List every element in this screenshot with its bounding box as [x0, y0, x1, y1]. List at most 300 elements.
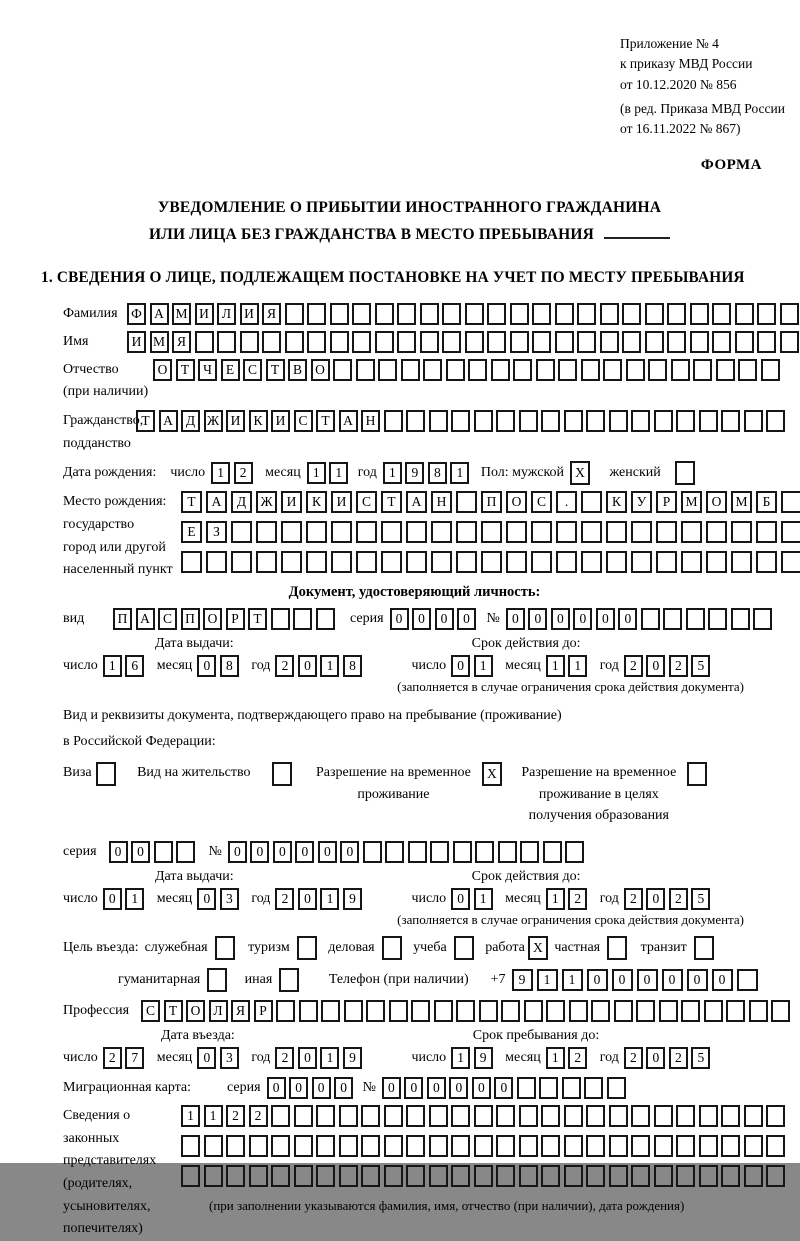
char-box[interactable]	[429, 1165, 448, 1187]
char-box[interactable]	[586, 1135, 605, 1157]
char-box[interactable]	[600, 303, 619, 325]
char-box[interactable]	[434, 1000, 453, 1022]
char-box[interactable]	[539, 1077, 558, 1099]
char-box[interactable]	[744, 1135, 763, 1157]
char-box[interactable]	[299, 1000, 318, 1022]
char-box[interactable]: И	[127, 331, 146, 353]
char-box[interactable]: 2	[568, 888, 587, 910]
char-box[interactable]	[496, 1165, 515, 1187]
checkbox[interactable]	[382, 936, 402, 960]
char-box[interactable]: М	[172, 303, 191, 325]
char-box[interactable]	[262, 331, 281, 353]
char-box[interactable]: 0	[551, 608, 570, 630]
char-box[interactable]	[451, 1165, 470, 1187]
char-box[interactable]	[339, 1135, 358, 1157]
char-box[interactable]	[429, 410, 448, 432]
char-box[interactable]	[656, 521, 677, 543]
char-box[interactable]: 2	[103, 1047, 122, 1069]
char-box[interactable]	[431, 521, 452, 543]
char-box[interactable]	[581, 551, 602, 573]
char-box[interactable]	[330, 331, 349, 353]
char-box[interactable]	[321, 1000, 340, 1022]
char-box[interactable]: С	[141, 1000, 160, 1022]
char-box[interactable]	[429, 1105, 448, 1127]
char-box[interactable]	[487, 303, 506, 325]
char-box[interactable]	[756, 521, 777, 543]
char-box[interactable]	[686, 608, 705, 630]
char-box[interactable]	[406, 551, 427, 573]
char-box[interactable]: Д	[231, 491, 252, 513]
char-box[interactable]	[206, 551, 227, 573]
char-box[interactable]: 0	[298, 1047, 317, 1069]
char-box[interactable]: 1	[211, 462, 230, 484]
char-box[interactable]	[411, 1000, 430, 1022]
char-box[interactable]: Р	[656, 491, 677, 513]
char-box[interactable]: 0	[103, 888, 122, 910]
char-box[interactable]: 0	[267, 1077, 286, 1099]
char-box[interactable]: 9	[343, 1047, 362, 1069]
char-box[interactable]	[446, 359, 465, 381]
char-box[interactable]	[294, 1105, 313, 1127]
char-box[interactable]	[479, 1000, 498, 1022]
char-box[interactable]	[316, 608, 335, 630]
char-box[interactable]	[586, 1165, 605, 1187]
char-box[interactable]	[721, 1165, 740, 1187]
char-box[interactable]	[699, 1105, 718, 1127]
char-box[interactable]	[536, 359, 555, 381]
char-box[interactable]	[532, 303, 551, 325]
char-box[interactable]	[731, 521, 752, 543]
char-box[interactable]	[431, 551, 452, 573]
char-box[interactable]	[420, 303, 439, 325]
char-box[interactable]: 9	[343, 888, 362, 910]
char-box[interactable]: 0	[687, 969, 708, 991]
char-box[interactable]: Ф	[127, 303, 146, 325]
char-box[interactable]: Т	[316, 410, 335, 432]
char-box[interactable]	[331, 521, 352, 543]
char-box[interactable]: Р	[254, 1000, 273, 1022]
char-box[interactable]: К	[606, 491, 627, 513]
char-box[interactable]	[581, 521, 602, 543]
char-box[interactable]	[546, 1000, 565, 1022]
checkbox[interactable]	[207, 968, 227, 992]
char-box[interactable]	[361, 1105, 380, 1127]
char-box[interactable]	[645, 331, 664, 353]
char-box[interactable]	[181, 551, 202, 573]
char-box[interactable]	[217, 331, 236, 353]
char-box[interactable]: В	[288, 359, 307, 381]
char-box[interactable]	[256, 521, 277, 543]
checkbox[interactable]	[607, 936, 627, 960]
char-box[interactable]: 2	[249, 1105, 268, 1127]
char-box[interactable]	[690, 303, 709, 325]
char-box[interactable]	[226, 1165, 245, 1187]
char-box[interactable]	[681, 1000, 700, 1022]
char-box[interactable]: 1	[320, 1047, 339, 1069]
char-box[interactable]: М	[731, 491, 752, 513]
char-box[interactable]	[735, 331, 754, 353]
char-box[interactable]	[656, 551, 677, 573]
char-box[interactable]	[631, 1105, 650, 1127]
char-box[interactable]	[451, 1135, 470, 1157]
char-box[interactable]: И	[195, 303, 214, 325]
char-box[interactable]: Р	[226, 608, 245, 630]
char-box[interactable]	[181, 1165, 200, 1187]
char-box[interactable]	[384, 1135, 403, 1157]
char-box[interactable]: 1	[204, 1105, 223, 1127]
char-box[interactable]	[249, 1165, 268, 1187]
char-box[interactable]	[699, 1135, 718, 1157]
char-box[interactable]: 0	[646, 888, 665, 910]
char-box[interactable]	[375, 331, 394, 353]
char-box[interactable]	[513, 359, 532, 381]
char-box[interactable]: 1	[103, 655, 122, 677]
checkbox[interactable]: X	[482, 762, 502, 786]
char-box[interactable]	[442, 331, 461, 353]
char-box[interactable]	[726, 1000, 745, 1022]
char-box[interactable]	[757, 331, 776, 353]
char-box[interactable]	[716, 359, 735, 381]
char-box[interactable]	[524, 1000, 543, 1022]
char-box[interactable]	[693, 359, 712, 381]
char-box[interactable]	[481, 521, 502, 543]
char-box[interactable]: 2	[275, 655, 294, 677]
char-box[interactable]	[406, 1105, 425, 1127]
char-box[interactable]: 2	[624, 1047, 643, 1069]
char-box[interactable]	[294, 1135, 313, 1157]
char-box[interactable]: Т	[181, 491, 202, 513]
char-box[interactable]: 0	[250, 841, 269, 863]
char-box[interactable]	[780, 303, 799, 325]
char-box[interactable]	[356, 551, 377, 573]
char-box[interactable]: 1	[546, 1047, 565, 1069]
char-box[interactable]	[586, 1105, 605, 1127]
char-box[interactable]: 1	[568, 655, 587, 677]
char-box[interactable]	[397, 303, 416, 325]
char-box[interactable]	[541, 1135, 560, 1157]
char-box[interactable]	[636, 1000, 655, 1022]
char-box[interactable]	[456, 1000, 475, 1022]
char-box[interactable]	[498, 841, 517, 863]
char-box[interactable]	[316, 1135, 335, 1157]
char-box[interactable]: 0	[404, 1077, 423, 1099]
char-box[interactable]	[181, 1135, 200, 1157]
char-box[interactable]	[663, 608, 682, 630]
char-box[interactable]: Т	[381, 491, 402, 513]
char-box[interactable]	[699, 1165, 718, 1187]
char-box[interactable]: 2	[669, 888, 688, 910]
char-box[interactable]	[631, 1165, 650, 1187]
char-box[interactable]: Т	[248, 608, 267, 630]
char-box[interactable]	[607, 1077, 626, 1099]
char-box[interactable]: У	[631, 491, 652, 513]
char-box[interactable]	[609, 1105, 628, 1127]
char-box[interactable]	[676, 410, 695, 432]
char-box[interactable]	[558, 359, 577, 381]
char-box[interactable]	[456, 521, 477, 543]
char-box[interactable]: 1	[125, 888, 144, 910]
char-box[interactable]: 0	[528, 608, 547, 630]
char-box[interactable]	[555, 331, 574, 353]
char-box[interactable]	[406, 1135, 425, 1157]
char-box[interactable]: А	[206, 491, 227, 513]
char-box[interactable]: О	[203, 608, 222, 630]
char-box[interactable]	[384, 1105, 403, 1127]
char-box[interactable]: Л	[209, 1000, 228, 1022]
char-box[interactable]: Л	[217, 303, 236, 325]
char-box[interactable]: 8	[220, 655, 239, 677]
char-box[interactable]	[738, 359, 757, 381]
char-box[interactable]: С	[294, 410, 313, 432]
char-box[interactable]	[496, 1105, 515, 1127]
char-box[interactable]	[384, 1165, 403, 1187]
char-box[interactable]	[271, 1105, 290, 1127]
char-box[interactable]	[681, 551, 702, 573]
char-box[interactable]: 9	[512, 969, 533, 991]
char-box[interactable]: 2	[275, 888, 294, 910]
char-box[interactable]: 1	[474, 888, 493, 910]
checkbox[interactable]: X	[570, 461, 590, 485]
char-box[interactable]	[721, 410, 740, 432]
char-box[interactable]	[249, 1135, 268, 1157]
char-box[interactable]: 0	[298, 655, 317, 677]
char-box[interactable]	[430, 841, 449, 863]
char-box[interactable]	[344, 1000, 363, 1022]
char-box[interactable]	[356, 359, 375, 381]
char-box[interactable]	[339, 1165, 358, 1187]
char-box[interactable]: П	[181, 608, 200, 630]
char-box[interactable]: 0	[712, 969, 733, 991]
char-box[interactable]	[631, 551, 652, 573]
char-box[interactable]: 0	[197, 1047, 216, 1069]
char-box[interactable]: И	[281, 491, 302, 513]
char-box[interactable]	[487, 331, 506, 353]
char-box[interactable]: Ж	[256, 491, 277, 513]
char-box[interactable]: И	[271, 410, 290, 432]
char-box[interactable]	[271, 608, 290, 630]
char-box[interactable]	[307, 331, 326, 353]
char-box[interactable]: 0	[390, 608, 409, 630]
char-box[interactable]	[423, 359, 442, 381]
char-box[interactable]: Я	[262, 303, 281, 325]
char-box[interactable]	[721, 1135, 740, 1157]
char-box[interactable]	[519, 1165, 538, 1187]
char-box[interactable]: Е	[181, 521, 202, 543]
char-box[interactable]	[271, 1135, 290, 1157]
checkbox[interactable]	[272, 762, 292, 786]
char-box[interactable]	[468, 359, 487, 381]
char-box[interactable]	[577, 303, 596, 325]
char-box[interactable]	[706, 521, 727, 543]
char-box[interactable]: 0	[646, 655, 665, 677]
char-box[interactable]	[654, 1135, 673, 1157]
char-box[interactable]: 1	[451, 1047, 470, 1069]
char-box[interactable]	[712, 303, 731, 325]
char-box[interactable]	[541, 410, 560, 432]
char-box[interactable]	[645, 303, 664, 325]
char-box[interactable]: 0	[197, 888, 216, 910]
char-box[interactable]: С	[158, 608, 177, 630]
char-box[interactable]: А	[339, 410, 358, 432]
char-box[interactable]	[276, 1000, 295, 1022]
char-box[interactable]	[531, 551, 552, 573]
char-box[interactable]: О	[311, 359, 330, 381]
char-box[interactable]	[614, 1000, 633, 1022]
char-box[interactable]	[519, 1135, 538, 1157]
char-box[interactable]: 5	[691, 1047, 710, 1069]
char-box[interactable]	[510, 331, 529, 353]
char-box[interactable]: 9	[474, 1047, 493, 1069]
char-box[interactable]	[659, 1000, 678, 1022]
char-box[interactable]: Т	[176, 359, 195, 381]
char-box[interactable]	[363, 841, 382, 863]
char-box[interactable]: 2	[669, 1047, 688, 1069]
char-box[interactable]: 0	[131, 841, 150, 863]
char-box[interactable]	[331, 551, 352, 573]
char-box[interactable]: 1	[450, 462, 469, 484]
char-box[interactable]: 0	[637, 969, 658, 991]
checkbox[interactable]: X	[528, 936, 548, 960]
char-box[interactable]: 0	[435, 608, 454, 630]
char-box[interactable]	[532, 331, 551, 353]
char-box[interactable]: М	[150, 331, 169, 353]
char-box[interactable]	[555, 303, 574, 325]
char-box[interactable]	[517, 1077, 536, 1099]
char-box[interactable]	[565, 841, 584, 863]
char-box[interactable]	[744, 410, 763, 432]
char-box[interactable]	[366, 1000, 385, 1022]
char-box[interactable]: Е	[221, 359, 240, 381]
char-box[interactable]	[584, 1077, 603, 1099]
char-box[interactable]: 0	[451, 888, 470, 910]
char-box[interactable]	[510, 303, 529, 325]
char-box[interactable]: 3	[220, 888, 239, 910]
char-box[interactable]	[506, 551, 527, 573]
char-box[interactable]	[581, 359, 600, 381]
char-box[interactable]: 1	[320, 888, 339, 910]
char-box[interactable]: 0	[312, 1077, 331, 1099]
char-box[interactable]: 1	[546, 888, 565, 910]
char-box[interactable]	[706, 551, 727, 573]
char-box[interactable]	[761, 359, 780, 381]
char-box[interactable]	[429, 1135, 448, 1157]
char-box[interactable]: 1	[474, 655, 493, 677]
char-box[interactable]: 8	[428, 462, 447, 484]
char-box[interactable]: 0	[451, 655, 470, 677]
char-box[interactable]	[465, 331, 484, 353]
char-box[interactable]	[737, 969, 758, 991]
char-box[interactable]	[474, 1165, 493, 1187]
char-box[interactable]	[708, 608, 727, 630]
char-box[interactable]	[606, 521, 627, 543]
char-box[interactable]: 2	[624, 655, 643, 677]
char-box[interactable]	[654, 410, 673, 432]
char-box[interactable]	[564, 410, 583, 432]
char-box[interactable]	[154, 841, 173, 863]
char-box[interactable]	[475, 841, 494, 863]
char-box[interactable]: 0	[472, 1077, 491, 1099]
char-box[interactable]	[622, 331, 641, 353]
char-box[interactable]	[474, 1105, 493, 1127]
char-box[interactable]	[496, 1135, 515, 1157]
char-box[interactable]	[240, 331, 259, 353]
char-box[interactable]: 0	[109, 841, 128, 863]
char-box[interactable]: 0	[382, 1077, 401, 1099]
char-box[interactable]	[600, 331, 619, 353]
char-box[interactable]	[753, 608, 772, 630]
char-box[interactable]	[204, 1135, 223, 1157]
char-box[interactable]	[401, 359, 420, 381]
char-box[interactable]: 0	[197, 655, 216, 677]
char-box[interactable]	[564, 1165, 583, 1187]
char-box[interactable]: 9	[405, 462, 424, 484]
char-box[interactable]	[389, 1000, 408, 1022]
char-box[interactable]: 1	[181, 1105, 200, 1127]
char-box[interactable]	[451, 410, 470, 432]
char-box[interactable]	[385, 841, 404, 863]
char-box[interactable]	[766, 410, 785, 432]
char-box[interactable]: .	[556, 491, 577, 513]
char-box[interactable]	[541, 1105, 560, 1127]
char-box[interactable]	[453, 841, 472, 863]
char-box[interactable]	[609, 1135, 628, 1157]
checkbox[interactable]	[279, 968, 299, 992]
char-box[interactable]	[501, 1000, 520, 1022]
char-box[interactable]	[306, 521, 327, 543]
char-box[interactable]: 0	[273, 841, 292, 863]
char-box[interactable]	[420, 331, 439, 353]
char-box[interactable]: О	[706, 491, 727, 513]
char-box[interactable]	[564, 1105, 583, 1127]
char-box[interactable]: 1	[546, 655, 565, 677]
char-box[interactable]	[671, 359, 690, 381]
char-box[interactable]	[281, 551, 302, 573]
char-box[interactable]	[781, 521, 800, 543]
char-box[interactable]	[293, 608, 312, 630]
char-box[interactable]: Т	[164, 1000, 183, 1022]
checkbox[interactable]	[675, 461, 695, 485]
char-box[interactable]: 1	[307, 462, 326, 484]
char-box[interactable]	[465, 303, 484, 325]
char-box[interactable]	[569, 1000, 588, 1022]
char-box[interactable]: 2	[275, 1047, 294, 1069]
char-box[interactable]	[316, 1165, 335, 1187]
char-box[interactable]	[721, 1105, 740, 1127]
char-box[interactable]: И	[240, 303, 259, 325]
char-box[interactable]	[771, 1000, 790, 1022]
char-box[interactable]: И	[331, 491, 352, 513]
char-box[interactable]	[281, 521, 302, 543]
checkbox[interactable]	[297, 936, 317, 960]
char-box[interactable]	[766, 1165, 785, 1187]
char-box[interactable]: З	[206, 521, 227, 543]
char-box[interactable]: А	[136, 608, 155, 630]
char-box[interactable]	[631, 521, 652, 543]
char-box[interactable]	[586, 410, 605, 432]
char-box[interactable]	[699, 410, 718, 432]
char-box[interactable]: 1	[562, 969, 583, 991]
char-box[interactable]	[735, 303, 754, 325]
char-box[interactable]: 0	[618, 608, 637, 630]
char-box[interactable]: А	[159, 410, 178, 432]
char-box[interactable]	[631, 410, 650, 432]
checkbox[interactable]	[687, 762, 707, 786]
char-box[interactable]: 7	[125, 1047, 144, 1069]
char-box[interactable]: 5	[691, 888, 710, 910]
char-box[interactable]	[631, 1135, 650, 1157]
char-box[interactable]: А	[150, 303, 169, 325]
char-box[interactable]: М	[681, 491, 702, 513]
